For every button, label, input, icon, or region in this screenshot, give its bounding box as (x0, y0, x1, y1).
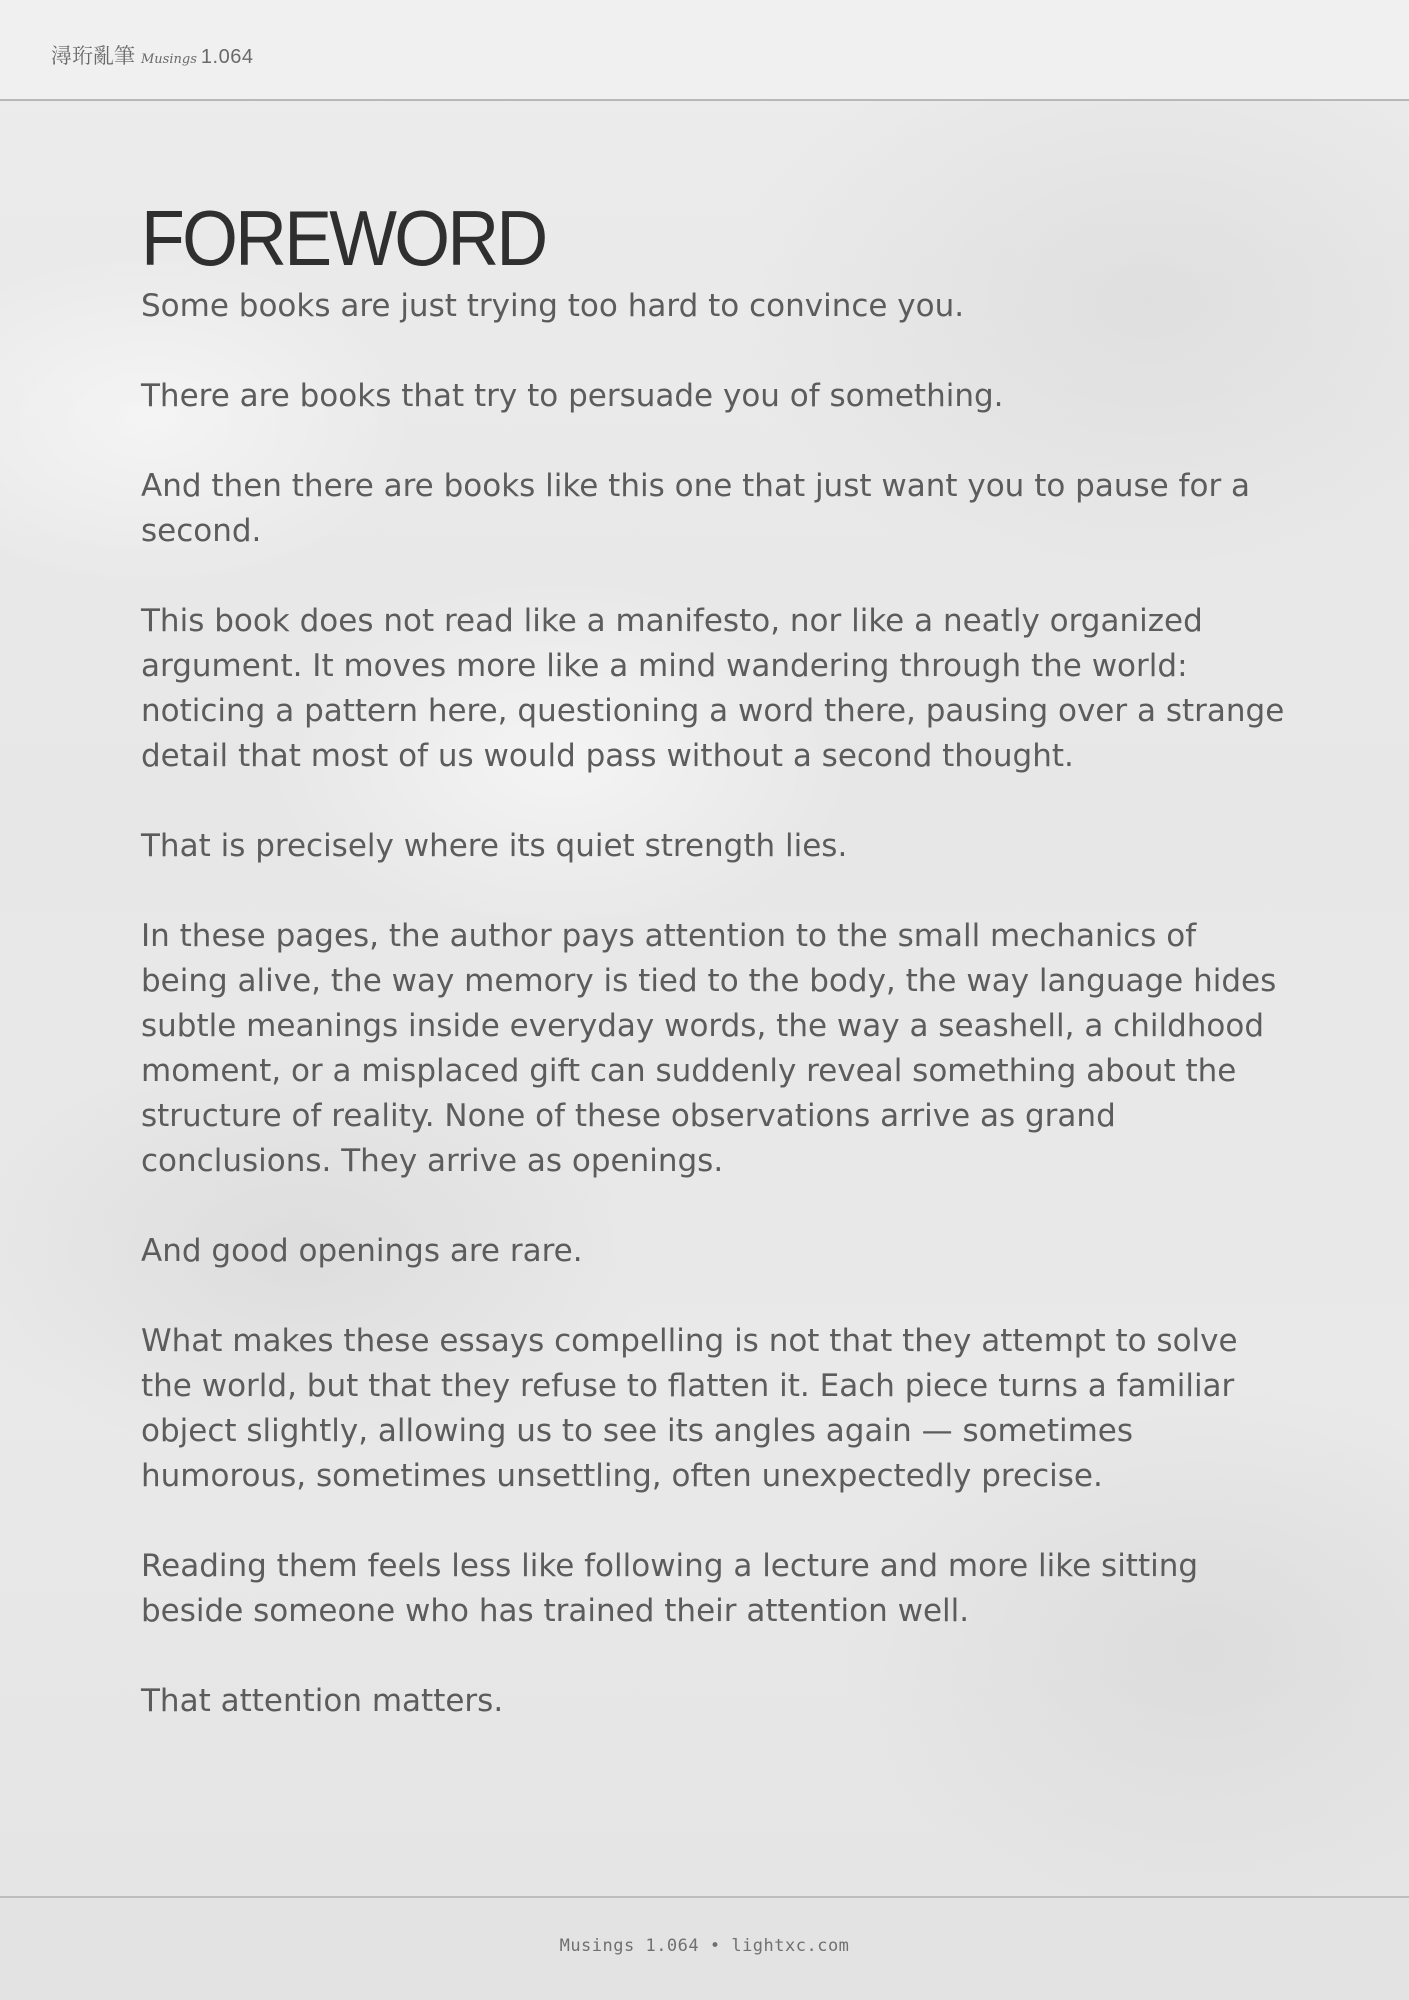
header-title (51, 40, 253, 70)
main-content (141, 192, 1291, 1769)
footer-text: Musings 1.064 • lightxc.com (559, 1936, 850, 1956)
paragraph-5: That is precisely where its quiet strength lies. (141, 828, 848, 864)
paragraph-8: What makes these essays compelling is not that they attempt to solve the world, but that they refuse to flatten it. Each piece turns a familiar object slightly, allowing us to see its angles again — sometimes humorous, sometimes unsettling, often unexpectedly precise. (141, 1323, 1238, 1494)
paragraph-10: That attention matters. (141, 1683, 504, 1719)
page-footer (0, 1896, 1409, 2000)
paragraph-9: Reading them feels less like following a lecture and more like sitting beside someone who has trained their attention well. (141, 1548, 1199, 1629)
paragraph-7: And good openings are rare. (141, 1233, 583, 1269)
page-header (0, 0, 1409, 101)
header-title-cjk: 潯珩亂筆 (51, 44, 135, 68)
paragraph-2: There are books that try to persuade you of something. (141, 378, 1004, 414)
paragraph-6: In these pages, the author pays attention to the small mechanics of being alive, the way memory is tied to the body, the way language hides subtle meanings inside everyday words, the way a seashell, a childhood moment, or a misplaced gift can suddenly reveal something about the structure of reality. None of these observations arrive as grand conclusions. They arrive as openings. (141, 918, 1277, 1179)
paragraph-4: This book does not read like a manifesto, nor like a neatly organized argument. It moves more like a mind wandering through the world: noticing a pattern here, questioning a word there, pausing over a strange detail that most of us would pass without a second thought. (141, 603, 1285, 774)
paragraph-3: And then there are books like this one that just want you to pause for a second. (141, 468, 1251, 549)
header-title-number: 1.064 (200, 46, 254, 68)
paragraph-1: Some books are just trying too hard to convince you. (141, 288, 965, 324)
page-heading: FOREWORD (141, 194, 546, 282)
header-title-sub: Musings (141, 52, 197, 67)
